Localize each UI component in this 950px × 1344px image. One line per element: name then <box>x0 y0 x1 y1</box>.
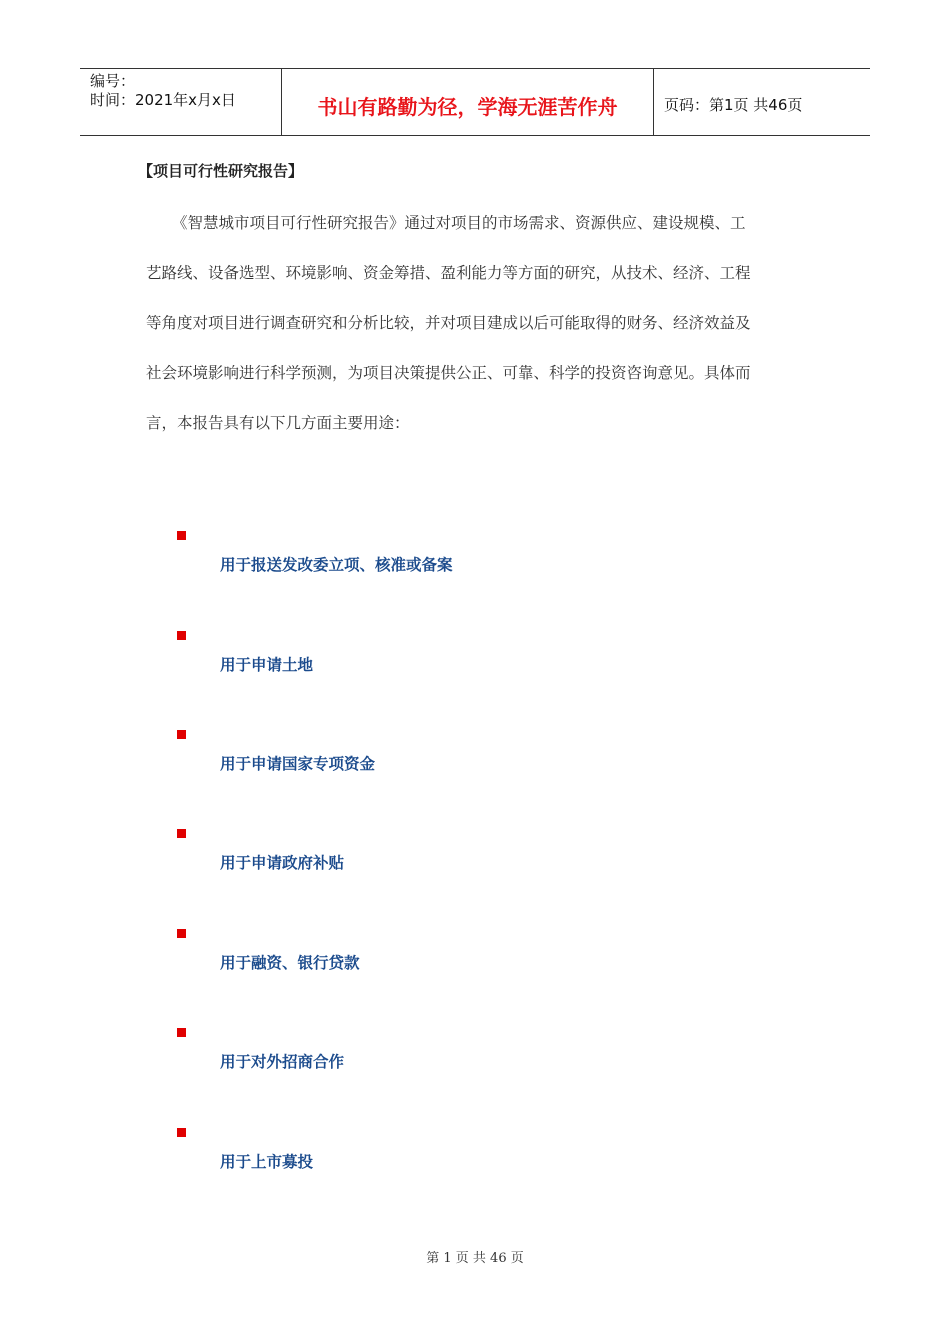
page-footer: 第 1 页 共 46 页 <box>426 1251 524 1266</box>
purpose-item: 用于申请国家专项资金 <box>220 755 376 773</box>
section-title: 【项目可行性研究报告】 <box>138 162 304 180</box>
bullet-square-icon <box>177 929 186 938</box>
bullet-square-icon <box>177 730 186 739</box>
intro-line: 等角度对项目进行调查研究和分析比较，并对项目建成以后可能取得的财务、经济效益及 <box>146 314 751 332</box>
purpose-item: 用于融资、银行贷款 <box>220 954 360 972</box>
intro-line: 《智慧城市项目可行性研究报告》通过对项目的市场需求、资源供应、建设规模、工 <box>172 214 746 232</box>
document-header <box>80 68 870 136</box>
header-page-cell <box>654 69 870 135</box>
document-number-label: 编号： <box>90 72 136 90</box>
header-motto: 书山有路勤为径，学海无涯苦作舟 <box>317 95 618 119</box>
purpose-item: 用于申请政府补贴 <box>220 854 345 872</box>
header-motto-cell <box>282 69 654 135</box>
header-meta-cell <box>80 69 282 135</box>
purpose-item: 用于上市募投 <box>220 1153 314 1171</box>
intro-line: 艺路线、设备选型、环境影响、资金筹措、盈利能力等方面的研究，从技术、经济、工程 <box>146 264 751 282</box>
header-page-info: 页码：第1页 共46页 <box>664 96 803 114</box>
purpose-item: 用于对外招商合作 <box>220 1053 345 1071</box>
intro-line: 言，本报告具有以下几方面主要用途： <box>146 414 410 432</box>
purpose-item: 用于申请土地 <box>220 656 314 674</box>
purpose-item: 用于报送发改委立项、核准或备案 <box>220 556 453 574</box>
intro-line: 社会环境影响进行科学预测，为项目决策提供公正、可靠、科学的投资咨询意见。具体而 <box>146 364 751 382</box>
bullet-square-icon <box>177 631 186 640</box>
bullet-square-icon <box>177 1028 186 1037</box>
document-date-label: 时间：2021年x月x日 <box>90 91 236 109</box>
bullet-square-icon <box>177 1128 186 1137</box>
bullet-square-icon <box>177 829 186 838</box>
bullet-square-icon <box>177 531 186 540</box>
